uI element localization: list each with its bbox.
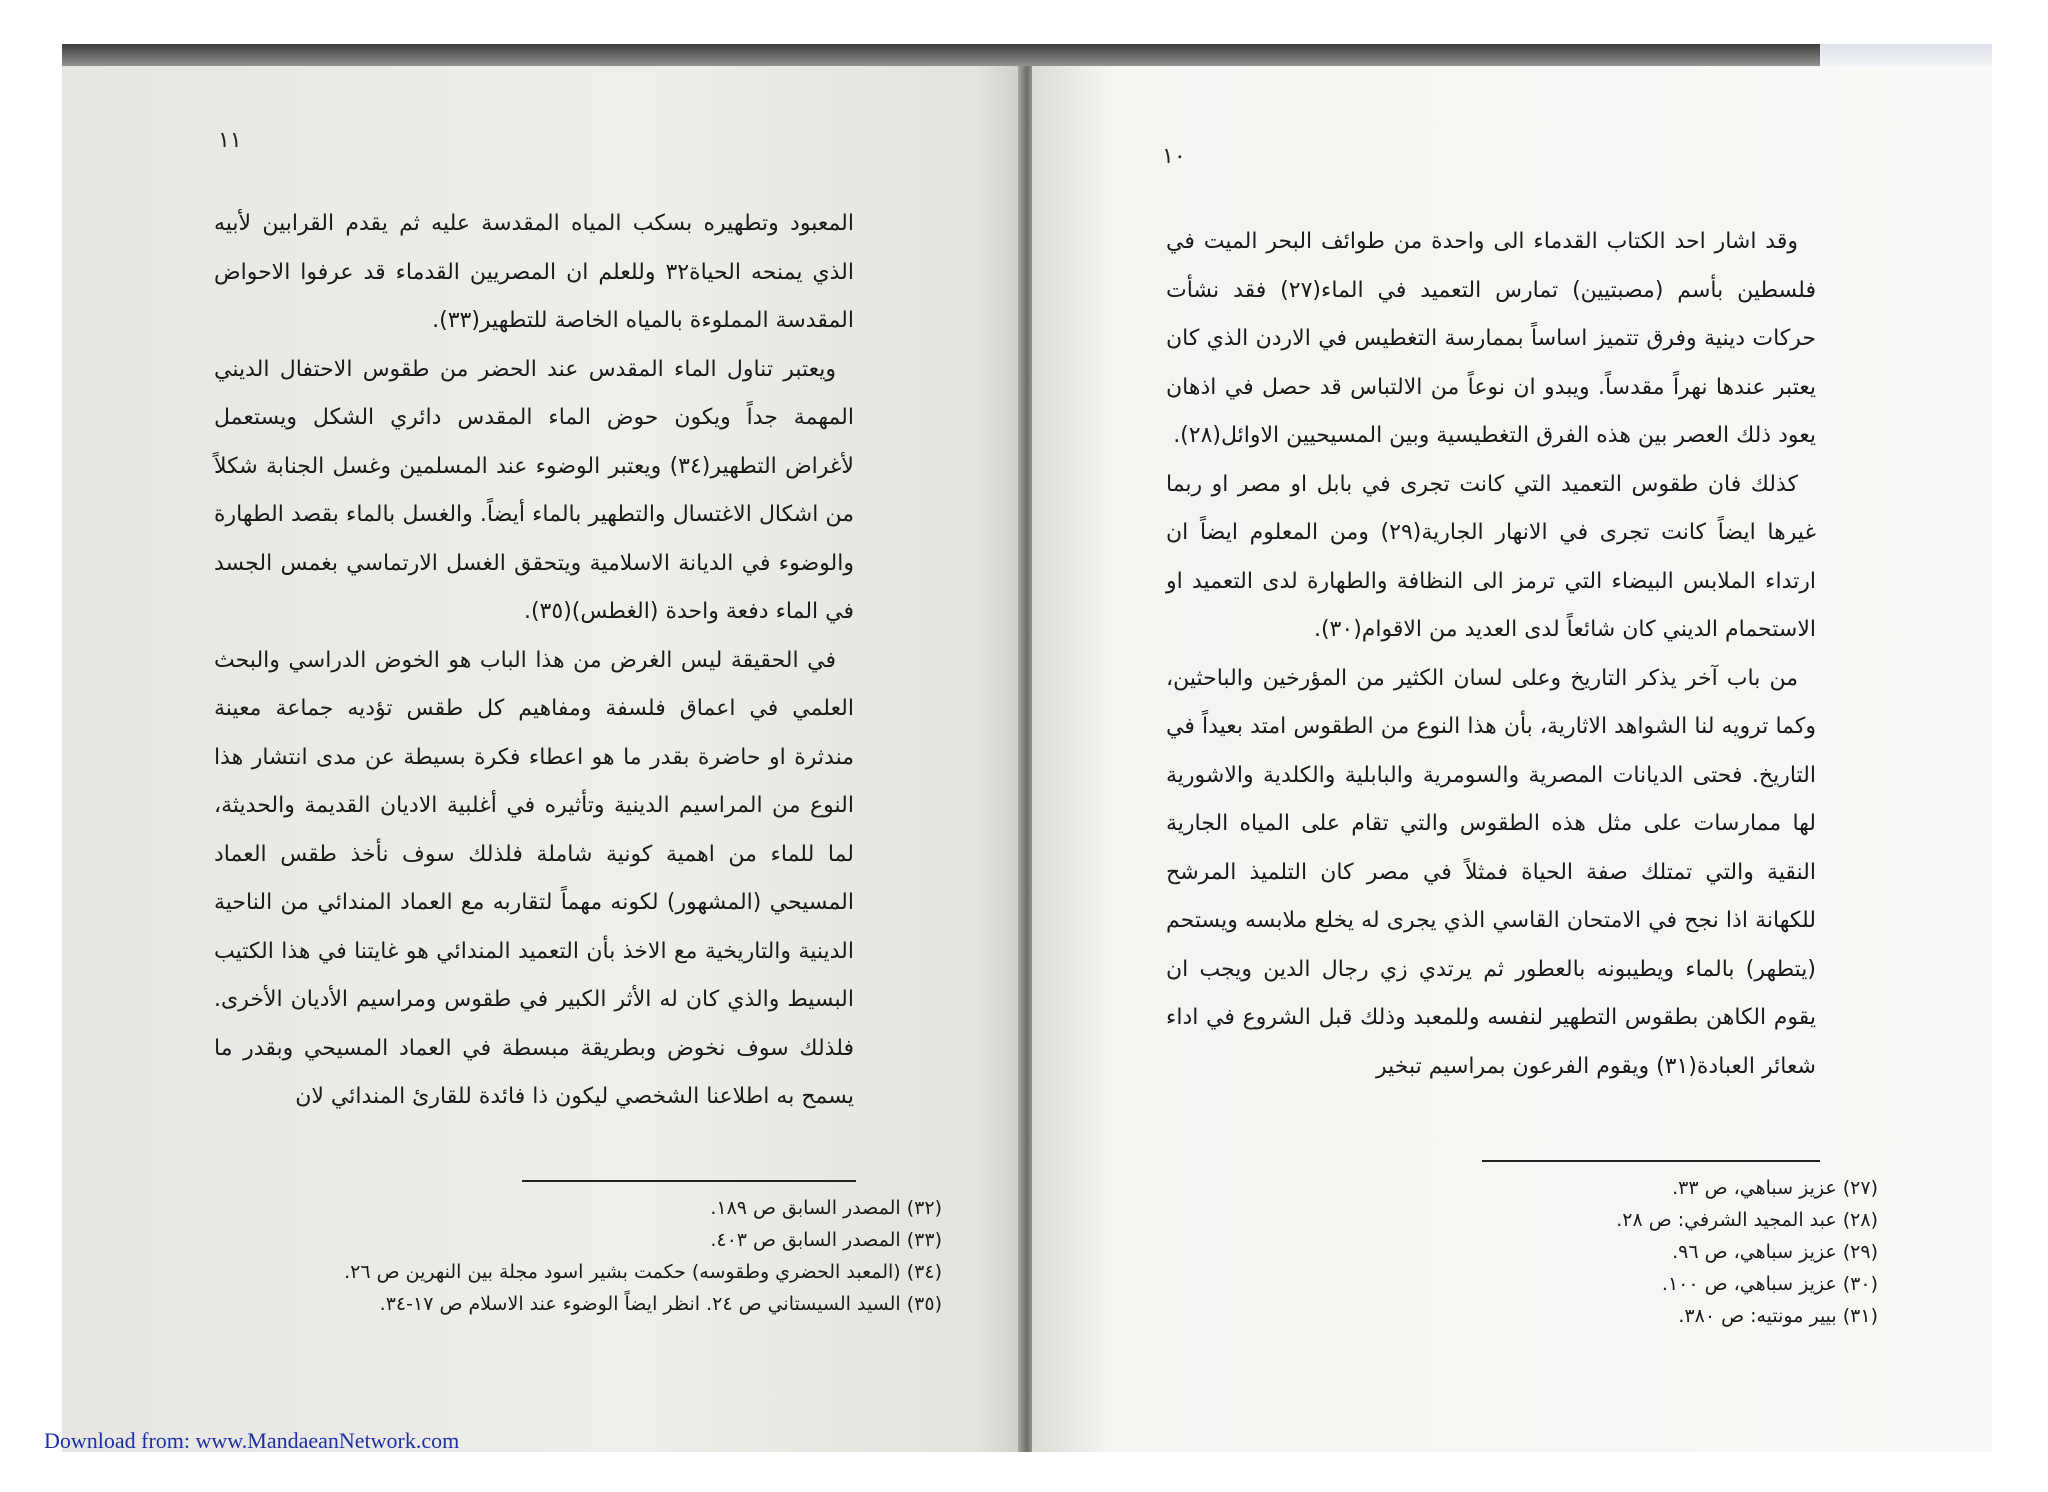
left-page: [62, 66, 1024, 1452]
left-paragraph-1: المعبود وتطهيره بسكب المياه المقدسة عليه ثم يقدم القرابين لأبيه الذي يمنحه الحياة٣٢ وللعلم ان المصريين القدماء قد عرفوا الاحواض المقدسة المملوءة بالمياه الخاصة للتطهير(٣٣).: [214, 211, 854, 333]
page-number-left: ١١: [218, 128, 242, 153]
left-page-body: [214, 200, 854, 1122]
left-paragraph-3: في الحقيقة ليس الغرض من هذا الباب هو الخوض الدراسي والبحث العلمي في اعماق فلسفة ومفاهيم كل طقس تؤديه جماعة معينة مندثرة او حاضرة بقدر ما هو اعطاء فكرة بسيطة عن مدى انتشار هذا النوع من المراسيم الدينية وتأثيره في أغلبية الاديان القديمة والحديثة، لما للماء من اهمية كونية شاملة فلذلك سوف نأخذ طقس العماد المسيحي (المشهور) لكونه مهماً لتقاربه مع العماد المندائي من الناحية الدينية والتاريخية مع الاخذ بأن التعميد المندائي هو غايتنا في هذا الكتيب البسيط والذي كان له الأثر الكبير في طقوس ومراسيم الأديان الأخرى. فلذلك سوف نخوض وبطريقة مبسطة في العماد المسيحي وبقدر ما يسمح به اطلاعنا الشخصي ليكون ذا فائدة للقارئ المندائي لان: [214, 647, 854, 1109]
footnote-32: (٣٢) المصدر السابق ص ١٨٩.: [710, 1197, 942, 1219]
scanner-top-edge: [62, 44, 1992, 68]
footnote-31: (٣١) بيير مونتيه: ص ٣٨٠.: [1678, 1305, 1878, 1327]
right-page: [1032, 66, 1992, 1452]
footnote-28: (٢٨) عبد المجيد الشرفي: ص ٢٨.: [1616, 1209, 1878, 1231]
right-footnotes: [1332, 1172, 1878, 1332]
download-source-link[interactable]: Download from: www.MandaeanNetwork.com: [44, 1428, 460, 1453]
right-paragraph-1: وقد اشار احد الكتاب القدماء الى واحدة من طوائف البحر الميت في فلسطين بأسم (مصبتيين) تمارس التعميد في الماء(٢٧) فقد نشأت حركات دينية وفرق تتميز اساساً بممارسة التغطيس في الاردن الذي كان يعتبر عندها نهراً مقدساً. ويبدو ان نوعاً من الالتباس قد حصل في اذهان يعود ذلك العصر بين هذه الفرق التغطيسية وبين المسيحيين الاوائل(٢٨).: [1166, 229, 1816, 448]
right-paragraph-3: من باب آخر يذكر التاريخ وعلى لسان الكثير من المؤرخين والباحثين، وكما ترويه لنا الشواهد الاثارية، بأن هذا النوع من الطقوس امتد بعيداً في التاريخ. فحتى الديانات المصرية والسومرية والبابلية والكلدية والاشورية لها ممارسات على مثل هذه الطقوس والتي تقام على المياه الجارية النقية والتي تمتلك صفة الحياة فمثلاً في مصر كان التلميذ المرشح للكهانة اذا نجح في الامتحان القاسي الذي يجرى له يخلع ملابسه ويستحم (يتطهر) بالماء ويطيبونه بالعطور ثم يرتدي زي رجال الدين ويجب ان يقوم الكاهن بطقوس التطهير لنفسه وللمعبد وذلك قبل الشروع في اداء شعائر العبادة(٣١) ويقوم الفرعون بمراسيم تبخير: [1166, 665, 1816, 1079]
right-page-body: [1166, 218, 1816, 1091]
left-footnote-separator: [522, 1180, 856, 1182]
footnote-33: (٣٣) المصدر السابق ص ٤٠٣.: [710, 1229, 942, 1251]
right-footnote-separator: [1482, 1160, 1820, 1162]
footnote-27: (٢٧) عزيز سباهي، ص ٣٣.: [1672, 1177, 1878, 1199]
left-paragraph-2: ويعتبر تناول الماء المقدس عند الحضر من طقوس الاحتفال الديني المهمة جداً ويكون حوض الماء المقدس دائري الشكل ويستعمل لأغراض التطهير(٣٤) ويعتبر الوضوء عند المسلمين وغسل الجنابة شكلاً من اشكال الاغتسال والتطهير بالماء أيضاً. والغسل بالماء بقصد الطهارة والوضوء في الديانة الاسلامية ويتحقق الغسل الارتماسي بغمس الجسد في الماء دفعة واحدة (الغطس)(٣٥).: [214, 356, 854, 624]
footnote-34: (٣٤) (المعبد الحضري وطقوسه) حكمت بشير اسود مجلة بين النهرين ص ٢٦.: [344, 1261, 942, 1283]
right-paragraph-2: كذلك فان طقوس التعميد التي كانت تجرى في بابل او مصر او ربما غيرها ايضاً كانت تجرى في الانهار الجارية(٢٩) ومن المعلوم ايضاً ان ارتداء الملابس البيضاء التي ترمز الى النظافة والطهارة لدى التعميد او الاستحمام الديني كان شائعاً لدى العديد من الاقوام(٣٠).: [1166, 471, 1816, 642]
left-footnotes: [282, 1192, 942, 1320]
footnote-30: (٣٠) عزيز سباهي، ص ١٠٠.: [1661, 1273, 1878, 1295]
page-number-right: ١٠: [1162, 144, 1186, 169]
footnote-29: (٢٩) عزيز سباهي، ص ٩٦.: [1672, 1241, 1878, 1263]
footnote-35: (٣٥) السيد السيستاني ص ٢٤. انظر ايضاً الوضوء عند الاسلام ص ١٧-٣٤.: [379, 1293, 942, 1315]
